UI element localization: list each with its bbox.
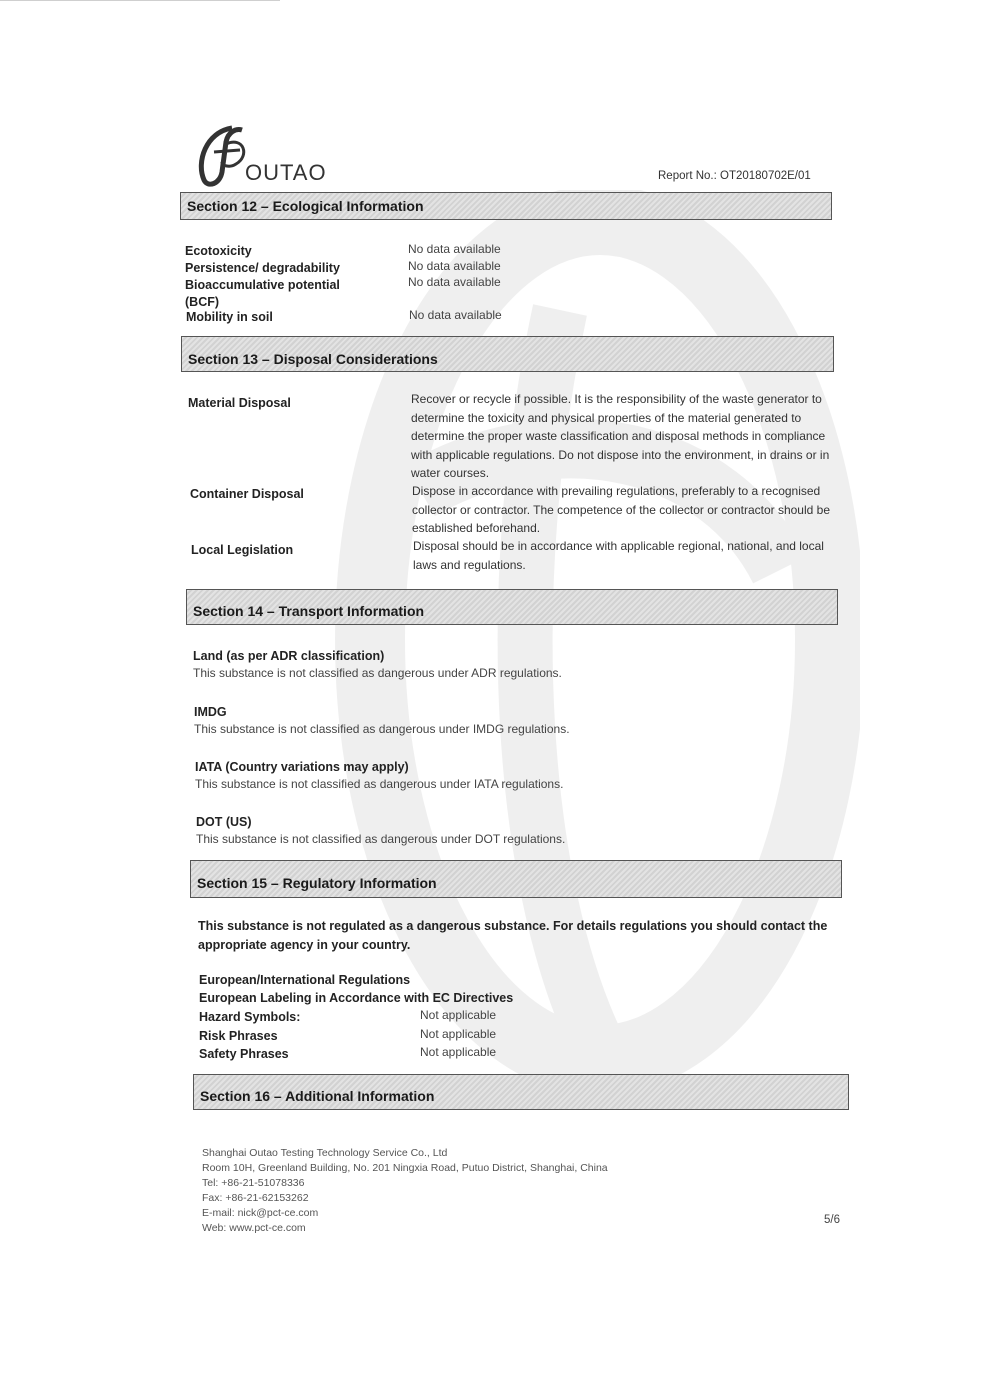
- ecotoxicity-value: No data available: [408, 242, 501, 256]
- dot-us-text: This substance is not classified as dangerous under DOT regulations.: [196, 832, 566, 846]
- regulatory-intro: This substance is not regulated as a dangerous substance. For details regulations you should contact the appropriate agency in your country.: [198, 919, 828, 952]
- container-disposal-label: Container Disposal: [190, 487, 304, 501]
- section-14-title: Section 14 – Transport Information: [193, 603, 425, 619]
- section-16-title: Section 16 – Additional Information: [200, 1088, 435, 1104]
- report-number: Report No.: OT20180702E/01: [658, 170, 811, 182]
- footer-web: Web: www.pct-ce.com: [202, 1222, 306, 1234]
- company-logo-text: OUTAO: [245, 160, 327, 185]
- section-15-title: Section 15 – Regulatory Information: [197, 875, 437, 891]
- eu-international-regulations-heading: European/International Regulations: [199, 973, 411, 987]
- section-12-header: [180, 192, 832, 220]
- bioaccumulative-label: Bioaccumulative potential (BCF): [185, 278, 340, 309]
- safety-phrases-label: Safety Phrases: [199, 1047, 289, 1061]
- risk-phrases-label: Risk Phrases: [199, 1029, 278, 1043]
- mobility-value: No data available: [409, 308, 502, 322]
- page-number: 5/6: [824, 1214, 840, 1226]
- footer-email: E-mail: nick@pct-ce.com: [202, 1207, 319, 1219]
- watermark-logo-icon: [300, 190, 860, 1090]
- imdg-text: This substance is not classified as dangerous under IMDG regulations.: [194, 722, 570, 736]
- hazard-symbols-value: Not applicable: [420, 1008, 497, 1022]
- section-16-header: [193, 1074, 849, 1110]
- iata-heading: IATA (Country variations may apply): [195, 760, 409, 774]
- mobility-label: Mobility in soil: [186, 310, 273, 324]
- section-13-header: [181, 336, 834, 372]
- material-disposal-value: Recover or recycle if possible. It is the responsibility of the waste generator to determine the toxicity and physical properties of the material generated to determine the proper waste classification and disposal methods in compliance with applicable regulations. Do not dispose into the environment, in drains or in water courses.: [411, 392, 830, 480]
- imdg-heading: IMDG: [194, 705, 227, 719]
- risk-phrases-value: Not applicable: [420, 1027, 497, 1041]
- section-12-title: Section 12 – Ecological Information: [187, 198, 424, 214]
- persistence-label: Persistence/ degradability: [185, 261, 340, 275]
- footer-contact: [202, 1146, 608, 1236]
- local-legislation-value: Disposal should be in accordance with applicable regional, national, and local laws and regulations.: [413, 539, 824, 572]
- dot-us-heading: DOT (US): [196, 815, 252, 829]
- section-13-title: Section 13 – Disposal Considerations: [188, 351, 438, 367]
- safety-phrases-value: Not applicable: [420, 1045, 497, 1059]
- persistence-value: No data available: [408, 259, 501, 273]
- local-legislation-label: Local Legislation: [191, 543, 294, 557]
- iata-text: This substance is not classified as dangerous under IATA regulations.: [195, 777, 564, 791]
- bioaccumulative-value: No data available: [408, 275, 501, 289]
- land-adr-heading: Land (as per ADR classification): [193, 649, 385, 663]
- scan-artifact-line: [0, 0, 280, 1]
- land-adr-text: This substance is not classified as dangerous under ADR regulations.: [193, 666, 562, 680]
- eu-labeling-heading: European Labeling in Accordance with EC Directives: [199, 991, 514, 1005]
- section-14-header: [186, 589, 838, 625]
- section-15-header: [190, 860, 842, 898]
- hazard-symbols-label: Hazard Symbols:: [199, 1010, 301, 1024]
- footer-company: Shanghai Outao Testing Technology Service Co., Ltd: [202, 1147, 448, 1159]
- footer-address: Room 10H, Greenland Building, No. 201 Ningxia Road, Putuo District, Shanghai, China: [202, 1162, 608, 1174]
- footer-fax: Fax: +86-21-62153262: [202, 1192, 309, 1204]
- footer-tel: Tel: +86-21-51078336: [202, 1177, 305, 1189]
- material-disposal-label: Material Disposal: [188, 396, 291, 410]
- container-disposal-value: Dispose in accordance with prevailing regulations, preferably to a recognised collector or contractor. The competence of the collector or contractor should be established beforehand.: [412, 484, 830, 535]
- ecotoxicity-label: Ecotoxicity: [185, 244, 252, 258]
